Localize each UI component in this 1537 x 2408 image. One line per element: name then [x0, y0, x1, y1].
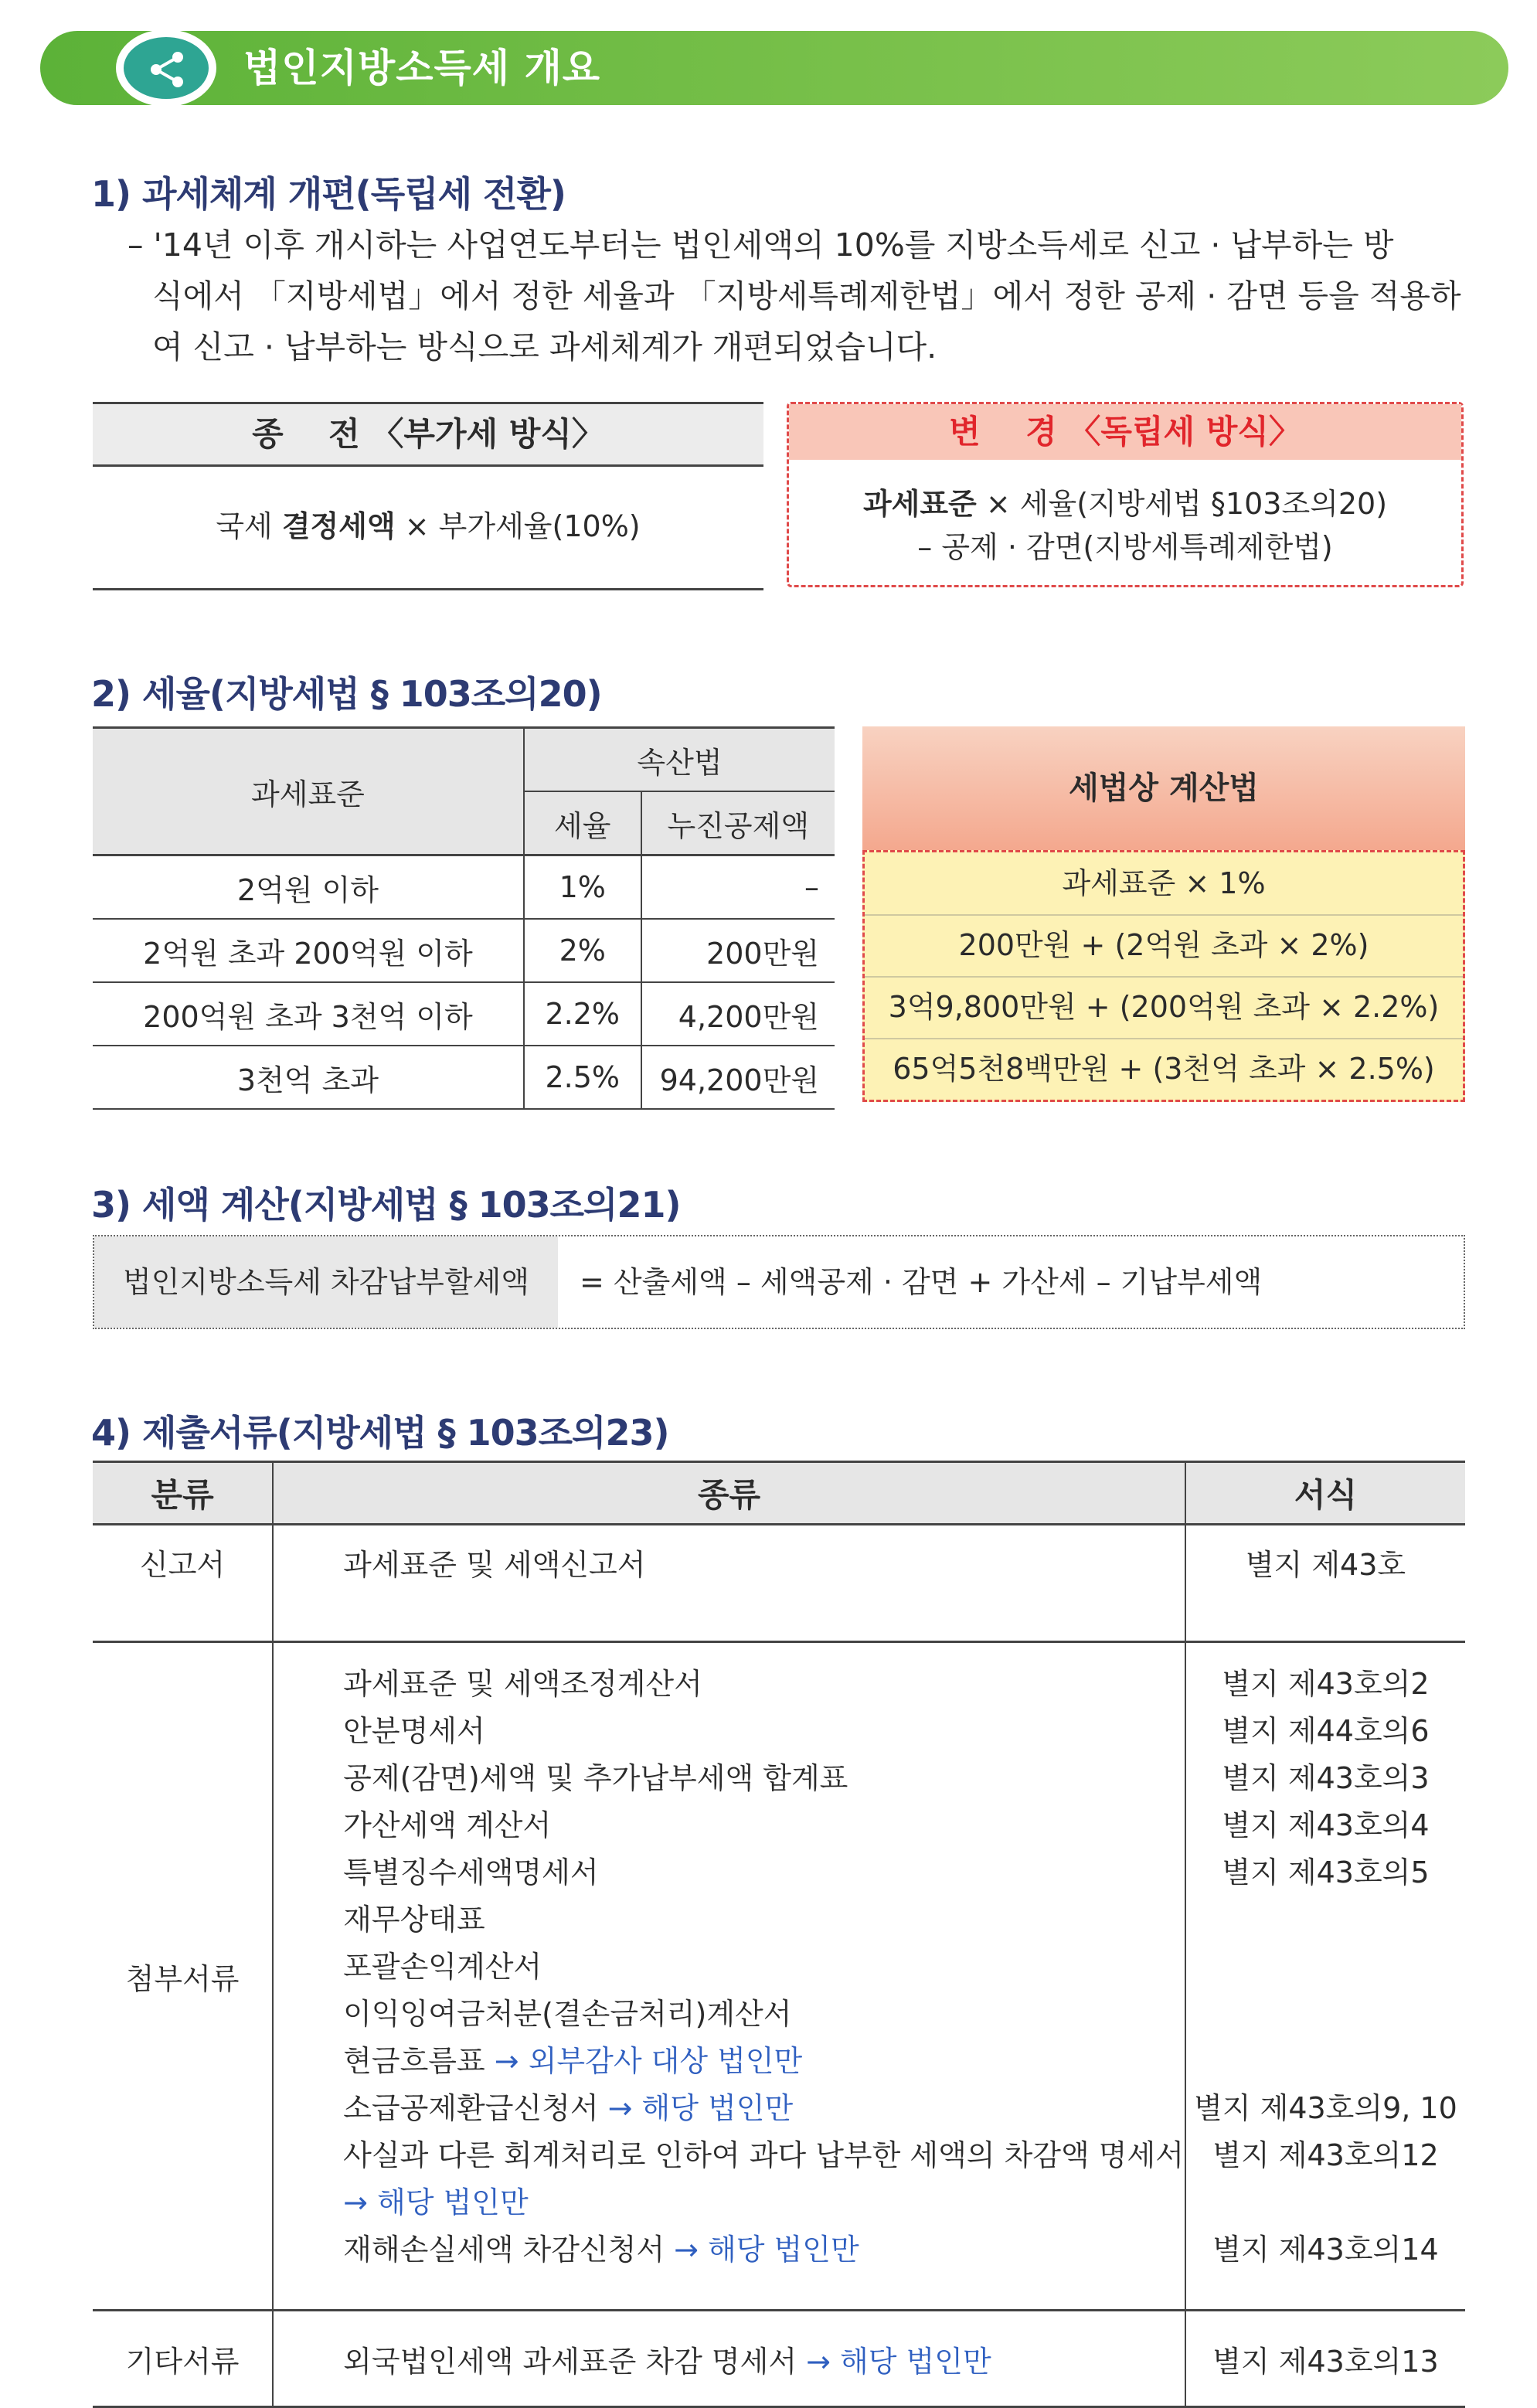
col-kind: 종류	[273, 1462, 1185, 1525]
attachment-list: 과세표준 및 세액조정계산서 안분명세서 공제(감면)세액 및 추가납부세액 합계표 가산세액 계산서 특별징수세액명세서 재무상태표 포괄손익계산서 이익잉여금처분(결손금처리)계산서 현금흐름표 → 외부감사 대상 법인만 소급공제환급신청서 → 해당 법인만 사실과 다른 회계처리로 인하여 과다 납부한 세액의 차감액 명세서 → 해당 법인만 재해손실세액 차감신청서 → 해당 법인만	[273, 1642, 1185, 2311]
calc-row: 과세표준 × 1%	[865, 852, 1463, 916]
section4-heading: 4) 제출서류(지방세법 § 103조의23)	[91, 1412, 669, 1454]
table-row: 200억원 초과 3천억 이하 2.2% 4,200만원	[93, 982, 835, 1046]
before-method-header: 종 전 〈부가세 방식〉	[93, 402, 763, 467]
table-row: 2억원 이하 1% –	[93, 855, 835, 920]
tax-calc-label: 법인지방소득세 차감납부할세액	[94, 1236, 558, 1328]
calc-row: 3억9,800만원 + (200억원 초과 × 2.2%)	[865, 976, 1463, 1039]
para-line: – '14년 이후 개시하는 사업연도부터는 법인세액의 10%를 지방소득세로 신고 · 납부하는 방	[128, 226, 1394, 264]
table-row: 신고서 과세표준 및 세액신고서 별지 제43호	[93, 1525, 1465, 1642]
col-form: 서식	[1185, 1462, 1465, 1525]
tax-rate-table	[93, 726, 835, 1110]
attachment-forms: 별지 제43호의2 별지 제44호의6 별지 제43호의3 별지 제43호의4 별지 제43호의5 별지 제43호의9, 10 별지 제43호의12 별지 제43호의14	[1185, 1642, 1465, 2311]
col-deduct: 누진공제액	[641, 791, 835, 855]
table-row: 2억원 초과 200억원 이하 2% 200만원	[93, 919, 835, 982]
para-line: 식에서 「지방세법」에서 정한 세율과 「지방세특례제한법」에서 정한 공제 · 감면 등을 적용하	[152, 277, 1461, 315]
col-group: 속산법	[524, 728, 835, 792]
section1-paragraph	[128, 219, 1488, 372]
calc-method-box	[862, 850, 1465, 1102]
section2-heading: 2) 세율(지방세법 § 103조의20)	[91, 673, 602, 715]
col-category: 분류	[93, 1462, 273, 1525]
after-method-header: 변 경 〈독립세 방식〉	[789, 404, 1461, 460]
calc-row: 65억5천8백만원 + (3천억 초과 × 2.5%)	[893, 1052, 1435, 1086]
page-title: 법인지방소득세 개요	[243, 46, 601, 90]
share-icon-badge	[116, 29, 216, 107]
section3-heading: 3) 세액 계산(지방세법 § 103조의21)	[91, 1184, 681, 1226]
before-method-formula: 국세 결정세액 × 부가세율(10%)	[93, 464, 763, 590]
para-line: 여 신고 · 납부하는 방식으로 과세체계가 개편되었습니다.	[152, 328, 937, 366]
after-method-formula: 과세표준 × 세율(지방세법 §103조의20) – 공제 · 감면(지방세특례제한법)	[862, 487, 1388, 564]
table-row: 3천억 초과 2.5% 94,200만원	[93, 1046, 835, 1109]
table-row: 첨부서류 과세표준 및 세액조정계산서 안분명세서 공제(감면)세액 및 추가납부세액 합계표 가산세액 계산서 특별징수세액명세서 재무상태표 포괄손익계산서 이익잉여금처분(결손금처리)계산서 현금흐름표 → 외부감사 대상 법인만 소급공제환급신청서 → 해당 법인만 사실과 다른 회계처리로 인하여 과다 납부한 세액의 차감액 명세서 → 해당 법인만 재해손실세액 차감신청서 → 해당 법인만 별지 제43호의2 별지 제44호의6 별지 제43호의3 별지 제43호의4 별지 제43호의5 별지 제43호의9, 10 별지 제43호의12 별지 제43호의14	[93, 1642, 1465, 2311]
col-base: 과세표준	[93, 728, 524, 855]
col-rate: 세율	[524, 791, 641, 855]
section1-heading: 1) 과세체계 개편(독립세 전환)	[91, 173, 566, 215]
calc-row: 200만원 + (2억원 초과 × 2%)	[865, 914, 1463, 978]
share-icon	[147, 49, 187, 90]
documents-table	[93, 1461, 1465, 2408]
table-row: 기타서류 외국법인세액 과세표준 차감 명세서 → 해당 법인만 별지 제43호의13	[93, 2311, 1465, 2407]
calc-method-header: 세법상 계산법	[862, 726, 1465, 850]
tax-calc-formula: = 산출세액 – 세액공제 · 감면 + 가산세 – 기납부세액	[580, 1265, 1263, 1299]
